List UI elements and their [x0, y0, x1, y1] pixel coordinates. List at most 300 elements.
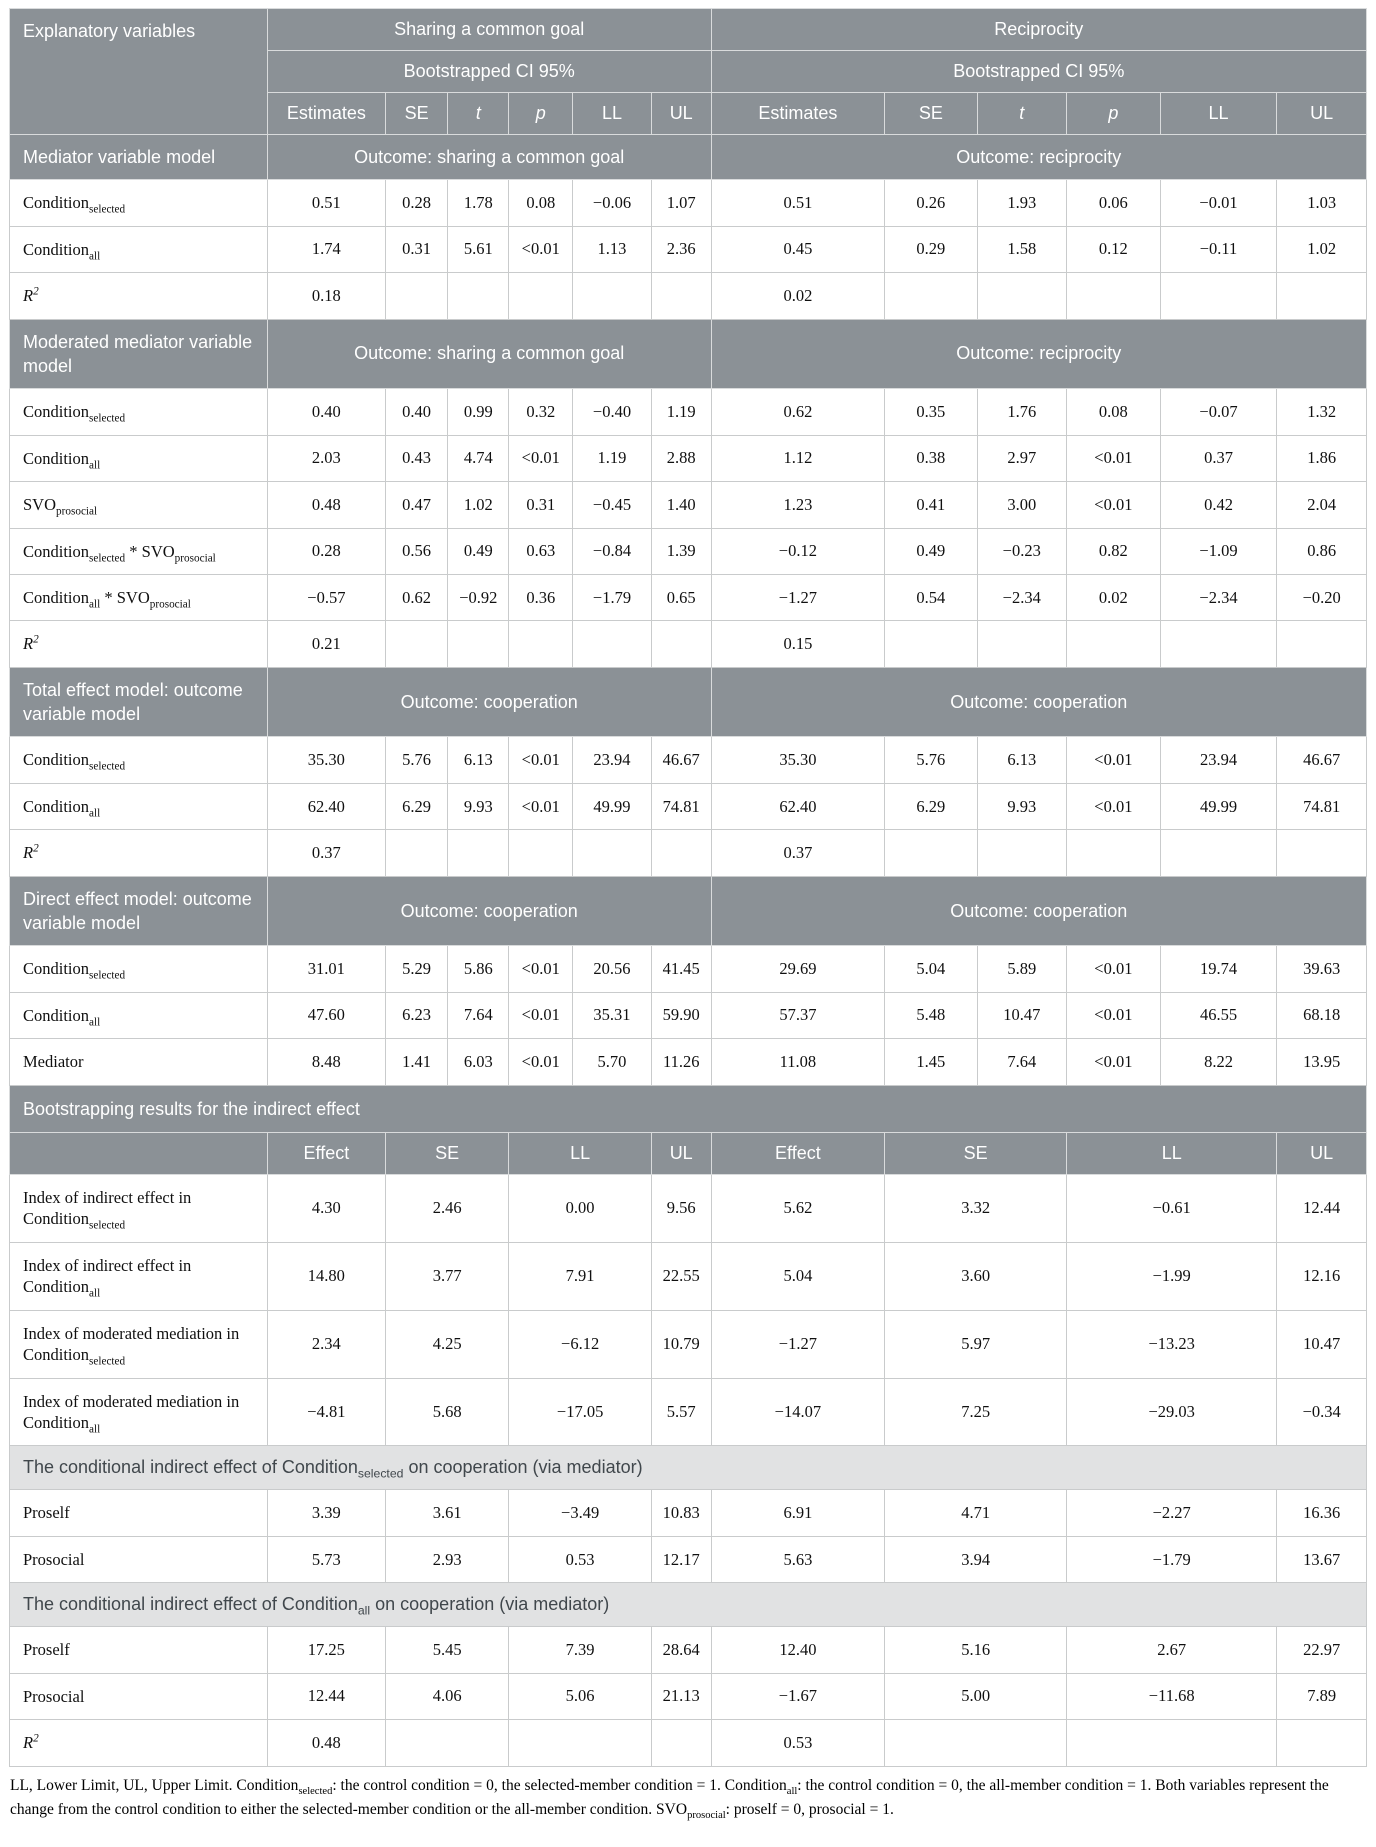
- row-label: Condition$_{all}$: [10, 435, 268, 481]
- value-cell: 7.64: [977, 1039, 1067, 1085]
- row-d6: [10, 946, 1367, 992]
- value-cell: <0.01: [509, 946, 573, 992]
- row-label: Proself: [10, 1627, 268, 1673]
- value-cell: 6.23: [385, 992, 447, 1038]
- value-cell: 1.86: [1277, 435, 1367, 481]
- value-cell: 1.02: [448, 482, 509, 528]
- row-label: Proself: [10, 1490, 268, 1536]
- value-cell: <0.01: [509, 435, 573, 481]
- value-cell: 5.04: [711, 1242, 885, 1310]
- value-cell: 1.78: [448, 180, 509, 226]
- value-cell: 5.06: [509, 1673, 651, 1719]
- column-header-se: SE: [385, 93, 447, 135]
- value-cell: 1.03: [1277, 180, 1367, 226]
- value-cell: −2.34: [977, 574, 1067, 620]
- value-cell: −0.84: [573, 528, 652, 574]
- value-cell: −4.81: [267, 1378, 385, 1446]
- row-d4: [10, 1310, 1367, 1378]
- value-cell: 1.12: [711, 435, 885, 481]
- value-cell: 21.13: [651, 1673, 711, 1719]
- value-cell: 47.60: [267, 992, 385, 1038]
- empty-cell: [573, 830, 652, 876]
- empty-cell: [651, 1720, 711, 1766]
- value-cell: 2.03: [267, 435, 385, 481]
- value-cell: −1.79: [573, 574, 652, 620]
- value-cell: 1.13: [573, 226, 652, 272]
- value-cell: 0.62: [385, 574, 447, 620]
- value-cell: −1.79: [1067, 1536, 1277, 1582]
- row-label: Condition$_{all}$ * $SVO_{prosocial}$: [10, 574, 268, 620]
- value-cell: 3.77: [385, 1242, 508, 1310]
- column-header-ll: LL: [1067, 1132, 1277, 1174]
- value-cell: 10.47: [1277, 1310, 1367, 1378]
- empty-cell: [385, 273, 447, 319]
- value-cell: 0.47: [385, 482, 447, 528]
- value-cell: 19.74: [1160, 946, 1277, 992]
- value-cell: 0.37: [267, 830, 385, 876]
- value-cell: −14.07: [711, 1378, 885, 1446]
- row-label: Prosocial: [10, 1673, 268, 1719]
- band-header-light: The conditional indirect effect of Condition$_{selected}$ on cooperation (via mediator): [10, 1446, 1367, 1490]
- value-cell: 0.32: [509, 389, 573, 435]
- value-cell: 2.93: [385, 1536, 508, 1582]
- value-cell: −0.45: [573, 482, 652, 528]
- value-cell: −0.23: [977, 528, 1067, 574]
- empty-cell: [1160, 621, 1277, 667]
- value-cell: 0.63: [509, 528, 573, 574]
- value-cell: −1.27: [711, 1310, 885, 1378]
- value-cell: 8.48: [267, 1039, 385, 1085]
- value-cell: <0.01: [1067, 482, 1161, 528]
- value-cell: 10.83: [651, 1490, 711, 1536]
- value-cell: 1.02: [1277, 226, 1367, 272]
- row-d4: [10, 1490, 1367, 1536]
- value-cell: 0.51: [711, 180, 885, 226]
- value-cell: −0.40: [573, 389, 652, 435]
- value-cell: 0.40: [267, 389, 385, 435]
- value-cell: 7.25: [885, 1378, 1067, 1446]
- empty-cell: [385, 621, 447, 667]
- empty-cell: [1067, 1720, 1277, 1766]
- value-cell: 3.61: [385, 1490, 508, 1536]
- value-cell: 4.25: [385, 1310, 508, 1378]
- value-cell: 0.82: [1067, 528, 1161, 574]
- value-cell: <0.01: [509, 783, 573, 829]
- value-cell: <0.01: [509, 737, 573, 783]
- value-cell: 1.32: [1277, 389, 1367, 435]
- empty-cell: [509, 1720, 651, 1766]
- value-cell: 5.76: [385, 737, 447, 783]
- value-cell: 2.97: [977, 435, 1067, 481]
- column-header-ul: UL: [651, 93, 711, 135]
- value-cell: 5.00: [885, 1673, 1067, 1719]
- empty-cell: [509, 273, 573, 319]
- value-cell: 0.26: [885, 180, 977, 226]
- column-header-estimates: Estimates: [711, 93, 885, 135]
- row-head4: [10, 1132, 1367, 1174]
- empty-cell: [1160, 273, 1277, 319]
- value-cell: <0.01: [1067, 783, 1161, 829]
- value-cell: 46.67: [651, 737, 711, 783]
- empty-cell: [651, 621, 711, 667]
- value-cell: −0.11: [1160, 226, 1277, 272]
- value-cell: −0.20: [1277, 574, 1367, 620]
- value-cell: <0.01: [1067, 946, 1161, 992]
- group-header-reciprocity: Reciprocity: [711, 9, 1366, 51]
- value-cell: 6.03: [448, 1039, 509, 1085]
- value-cell: 6.13: [977, 737, 1067, 783]
- outcome-header: Outcome: sharing a common goal: [267, 135, 711, 180]
- value-cell: 4.74: [448, 435, 509, 481]
- value-cell: 3.32: [885, 1174, 1067, 1242]
- value-cell: 6.29: [885, 783, 977, 829]
- value-cell: 6.29: [385, 783, 447, 829]
- column-header-estimates: Estimates: [267, 93, 385, 135]
- row-d4: [10, 1536, 1367, 1582]
- value-cell: 0.86: [1277, 528, 1367, 574]
- value-cell: 0.48: [267, 1720, 385, 1766]
- column-header-ul: UL: [651, 1132, 711, 1174]
- row-d6: [10, 528, 1367, 574]
- value-cell: −29.03: [1067, 1378, 1277, 1446]
- value-cell: 16.36: [1277, 1490, 1367, 1536]
- empty-cell: [885, 621, 977, 667]
- row-label: Condition$_{all}$: [10, 992, 268, 1038]
- column-header-p: p: [1067, 93, 1161, 135]
- value-cell: 9.56: [651, 1174, 711, 1242]
- empty-cell: [1067, 621, 1161, 667]
- row-d4: [10, 1242, 1367, 1310]
- value-cell: 12.17: [651, 1536, 711, 1582]
- value-cell: 6.91: [711, 1490, 885, 1536]
- value-cell: 4.30: [267, 1174, 385, 1242]
- value-cell: 0.31: [509, 482, 573, 528]
- value-cell: 0.37: [1160, 435, 1277, 481]
- value-cell: 10.47: [977, 992, 1067, 1038]
- value-cell: 0.42: [1160, 482, 1277, 528]
- empty-cell: [573, 273, 652, 319]
- value-cell: 22.97: [1277, 1627, 1367, 1673]
- table-footnote: LL, Lower Limit, UL, Upper Limit. Condition$_{selected}$: the control condition = 0, the selected-member condition = 1. Condition$_{all}$: the control condition = 0, the all-member condition = 1. Both variables represent the change from the control condition to either the selected-member condition or the all-member condition. $SVO_{prosocial}$: proself = 0, prosocial = 1.: [10, 1776, 1329, 1821]
- value-cell: 0.35: [885, 389, 977, 435]
- value-cell: 1.19: [573, 435, 652, 481]
- value-cell: −1.09: [1160, 528, 1277, 574]
- outcome-header: Outcome: cooperation: [267, 667, 711, 737]
- value-cell: 9.93: [448, 783, 509, 829]
- row-d4: [10, 1673, 1367, 1719]
- empty-cell: [448, 830, 509, 876]
- value-cell: 0.56: [385, 528, 447, 574]
- empty-cell: [885, 830, 977, 876]
- value-cell: 0.29: [885, 226, 977, 272]
- value-cell: 0.08: [1067, 389, 1161, 435]
- value-cell: 28.64: [651, 1627, 711, 1673]
- column-header-se: SE: [385, 1132, 508, 1174]
- value-cell: 12.44: [267, 1673, 385, 1719]
- value-cell: 35.30: [711, 737, 885, 783]
- value-cell: 6.13: [448, 737, 509, 783]
- row-section: [10, 667, 1367, 737]
- row-r2_6: [10, 273, 1367, 319]
- value-cell: 59.90: [651, 992, 711, 1038]
- value-cell: 2.88: [651, 435, 711, 481]
- value-cell: <0.01: [509, 992, 573, 1038]
- value-cell: 3.60: [885, 1242, 1067, 1310]
- value-cell: 5.63: [711, 1536, 885, 1582]
- row-label: Condition$_{all}$: [10, 783, 268, 829]
- empty-cell: [651, 273, 711, 319]
- value-cell: 0.36: [509, 574, 573, 620]
- value-cell: 41.45: [651, 946, 711, 992]
- ci-header-right: Bootstrapped CI 95%: [711, 51, 1366, 93]
- value-cell: 0.53: [509, 1536, 651, 1582]
- row-d4: [10, 1174, 1367, 1242]
- row-band_light: [10, 1446, 1367, 1490]
- row-band_gray: [10, 1085, 1367, 1132]
- value-cell: −6.12: [509, 1310, 651, 1378]
- row-label: Condition$_{all}$: [10, 226, 268, 272]
- row-label: $SVO_{prosocial}$: [10, 482, 268, 528]
- value-cell: 12.40: [711, 1627, 885, 1673]
- value-cell: 0.02: [711, 273, 885, 319]
- empty-cell: [1277, 830, 1367, 876]
- value-cell: 0.00: [509, 1174, 651, 1242]
- value-cell: −0.61: [1067, 1174, 1277, 1242]
- value-cell: 5.89: [977, 946, 1067, 992]
- row-d6: [10, 180, 1367, 226]
- empty-cell: [1277, 621, 1367, 667]
- outcome-header: Outcome: reciprocity: [711, 135, 1366, 180]
- empty-cell: [977, 273, 1067, 319]
- column-header-t: t: [977, 93, 1067, 135]
- value-cell: 0.62: [711, 389, 885, 435]
- row-r2_4: [10, 1720, 1367, 1766]
- value-cell: 5.70: [573, 1039, 652, 1085]
- value-cell: <0.01: [1067, 992, 1161, 1038]
- band-header-light: The conditional indirect effect of Condition$_{all}$ on cooperation (via mediator): [10, 1583, 1367, 1627]
- row-label-r-squared: $R^2$: [10, 1720, 268, 1766]
- outcome-header: Outcome: reciprocity: [711, 319, 1366, 389]
- row-section: [10, 319, 1367, 389]
- row-d4: [10, 1627, 1367, 1673]
- value-cell: 0.06: [1067, 180, 1161, 226]
- row-label: Index of moderated mediation in Condition$_{all}$: [10, 1378, 268, 1446]
- value-cell: 7.39: [509, 1627, 651, 1673]
- value-cell: 5.86: [448, 946, 509, 992]
- value-cell: 1.19: [651, 389, 711, 435]
- value-cell: 74.81: [1277, 783, 1367, 829]
- value-cell: <0.01: [509, 1039, 573, 1085]
- value-cell: 0.21: [267, 621, 385, 667]
- value-cell: 5.62: [711, 1174, 885, 1242]
- value-cell: 0.53: [711, 1720, 885, 1766]
- section-label: Mediator variable model: [10, 135, 268, 180]
- value-cell: 17.25: [267, 1627, 385, 1673]
- empty-cell: [1067, 273, 1161, 319]
- value-cell: 57.37: [711, 992, 885, 1038]
- value-cell: 3.00: [977, 482, 1067, 528]
- value-cell: 0.02: [1067, 574, 1161, 620]
- value-cell: −0.07: [1160, 389, 1277, 435]
- row-label: Condition$_{selected}$: [10, 946, 268, 992]
- value-cell: 7.89: [1277, 1673, 1367, 1719]
- value-cell: −17.05: [509, 1378, 651, 1446]
- value-cell: −3.49: [509, 1490, 651, 1536]
- value-cell: 0.65: [651, 574, 711, 620]
- value-cell: 0.48: [267, 482, 385, 528]
- value-cell: −1.99: [1067, 1242, 1277, 1310]
- empty-cell: [1067, 830, 1161, 876]
- row-label: Condition$_{selected}$: [10, 737, 268, 783]
- value-cell: 0.54: [885, 574, 977, 620]
- value-cell: 0.15: [711, 621, 885, 667]
- row-d6: [10, 226, 1367, 272]
- row-label: Index of indirect effect in Condition$_{selected}$: [10, 1174, 268, 1242]
- value-cell: 3.39: [267, 1490, 385, 1536]
- value-cell: 0.49: [885, 528, 977, 574]
- value-cell: 0.28: [385, 180, 447, 226]
- value-cell: 0.45: [711, 226, 885, 272]
- row-label-r-squared: $R^2$: [10, 273, 268, 319]
- column-header-ll: LL: [1160, 93, 1277, 135]
- column-header-t: t: [448, 93, 509, 135]
- value-cell: −0.92: [448, 574, 509, 620]
- value-cell: 1.45: [885, 1039, 977, 1085]
- empty-cell: [385, 830, 447, 876]
- value-cell: 49.99: [573, 783, 652, 829]
- value-cell: 4.71: [885, 1490, 1067, 1536]
- row-label: Index of indirect effect in Condition$_{all}$: [10, 1242, 268, 1310]
- results-table: [9, 8, 1367, 1767]
- outcome-header: Outcome: cooperation: [267, 876, 711, 946]
- empty-cell: [977, 621, 1067, 667]
- value-cell: 46.67: [1277, 737, 1367, 783]
- value-cell: 35.31: [573, 992, 652, 1038]
- value-cell: 2.46: [385, 1174, 508, 1242]
- value-cell: 11.26: [651, 1039, 711, 1085]
- value-cell: 5.97: [885, 1310, 1067, 1378]
- value-cell: 0.31: [385, 226, 447, 272]
- value-cell: −1.27: [711, 574, 885, 620]
- value-cell: −0.34: [1277, 1378, 1367, 1446]
- value-cell: 5.73: [267, 1536, 385, 1582]
- value-cell: −1.67: [711, 1673, 885, 1719]
- row-r2_6: [10, 621, 1367, 667]
- value-cell: −2.34: [1160, 574, 1277, 620]
- value-cell: 4.06: [385, 1673, 508, 1719]
- row-label: Index of moderated mediation in Condition$_{selected}$: [10, 1310, 268, 1378]
- value-cell: 1.93: [977, 180, 1067, 226]
- value-cell: 1.23: [711, 482, 885, 528]
- empty-cell: [448, 621, 509, 667]
- value-cell: 74.81: [651, 783, 711, 829]
- row-label: Prosocial: [10, 1536, 268, 1582]
- value-cell: 5.04: [885, 946, 977, 992]
- value-cell: −0.01: [1160, 180, 1277, 226]
- value-cell: 0.38: [885, 435, 977, 481]
- value-cell: 5.76: [885, 737, 977, 783]
- value-cell: 39.63: [1277, 946, 1367, 992]
- row-label: Condition$_{selected}$: [10, 180, 268, 226]
- value-cell: 23.94: [573, 737, 652, 783]
- ci-header-left: Bootstrapped CI 95%: [267, 51, 711, 93]
- value-cell: 0.40: [385, 389, 447, 435]
- row-d6: [10, 1039, 1367, 1085]
- value-cell: 2.67: [1067, 1627, 1277, 1673]
- value-cell: 5.45: [385, 1627, 508, 1673]
- row-label: Condition$_{selected}$ * $SVO_{prosocial}$: [10, 528, 268, 574]
- value-cell: 0.37: [711, 830, 885, 876]
- subheader-spacer: [10, 1132, 268, 1174]
- outcome-header: Outcome: cooperation: [711, 876, 1366, 946]
- empty-cell: [573, 621, 652, 667]
- row-label: Mediator: [10, 1039, 268, 1085]
- value-cell: 2.04: [1277, 482, 1367, 528]
- value-cell: 29.69: [711, 946, 885, 992]
- value-cell: 5.68: [385, 1378, 508, 1446]
- value-cell: 12.16: [1277, 1242, 1367, 1310]
- value-cell: −11.68: [1067, 1673, 1277, 1719]
- value-cell: 22.55: [651, 1242, 711, 1310]
- value-cell: −13.23: [1067, 1310, 1277, 1378]
- empty-cell: [885, 1720, 1067, 1766]
- column-header-ll: LL: [573, 93, 652, 135]
- value-cell: −0.57: [267, 574, 385, 620]
- value-cell: 31.01: [267, 946, 385, 992]
- empty-cell: [1160, 830, 1277, 876]
- value-cell: 13.67: [1277, 1536, 1367, 1582]
- empty-cell: [1277, 1720, 1367, 1766]
- empty-cell: [448, 273, 509, 319]
- value-cell: −2.27: [1067, 1490, 1277, 1536]
- value-cell: 0.51: [267, 180, 385, 226]
- column-header-effect: Effect: [711, 1132, 885, 1174]
- value-cell: 1.58: [977, 226, 1067, 272]
- row-d6: [10, 435, 1367, 481]
- row-d4: [10, 1378, 1367, 1446]
- value-cell: 1.74: [267, 226, 385, 272]
- column-header-se: SE: [885, 93, 977, 135]
- empty-cell: [385, 1720, 508, 1766]
- value-cell: −0.06: [573, 180, 652, 226]
- value-cell: 5.29: [385, 946, 447, 992]
- group-header-sharing-common-goal: Sharing a common goal: [267, 9, 711, 51]
- value-cell: 5.48: [885, 992, 977, 1038]
- value-cell: 49.99: [1160, 783, 1277, 829]
- row-d6: [10, 389, 1367, 435]
- value-cell: 0.18: [267, 273, 385, 319]
- value-cell: <0.01: [1067, 737, 1161, 783]
- explanatory-variables-header: Explanatory variables: [10, 9, 268, 135]
- value-cell: 0.49: [448, 528, 509, 574]
- value-cell: 0.08: [509, 180, 573, 226]
- column-header-ll: LL: [509, 1132, 651, 1174]
- value-cell: 1.41: [385, 1039, 447, 1085]
- value-cell: 0.12: [1067, 226, 1161, 272]
- column-header-se: SE: [885, 1132, 1067, 1174]
- value-cell: 0.99: [448, 389, 509, 435]
- row-label-r-squared: $R^2$: [10, 830, 268, 876]
- section-label: Moderated mediator variable model: [10, 319, 268, 389]
- value-cell: 0.28: [267, 528, 385, 574]
- value-cell: 10.79: [651, 1310, 711, 1378]
- value-cell: 23.94: [1160, 737, 1277, 783]
- value-cell: 1.07: [651, 180, 711, 226]
- column-header-p: p: [509, 93, 573, 135]
- header-row-groups: [10, 9, 1367, 51]
- value-cell: 2.36: [651, 226, 711, 272]
- value-cell: 11.08: [711, 1039, 885, 1085]
